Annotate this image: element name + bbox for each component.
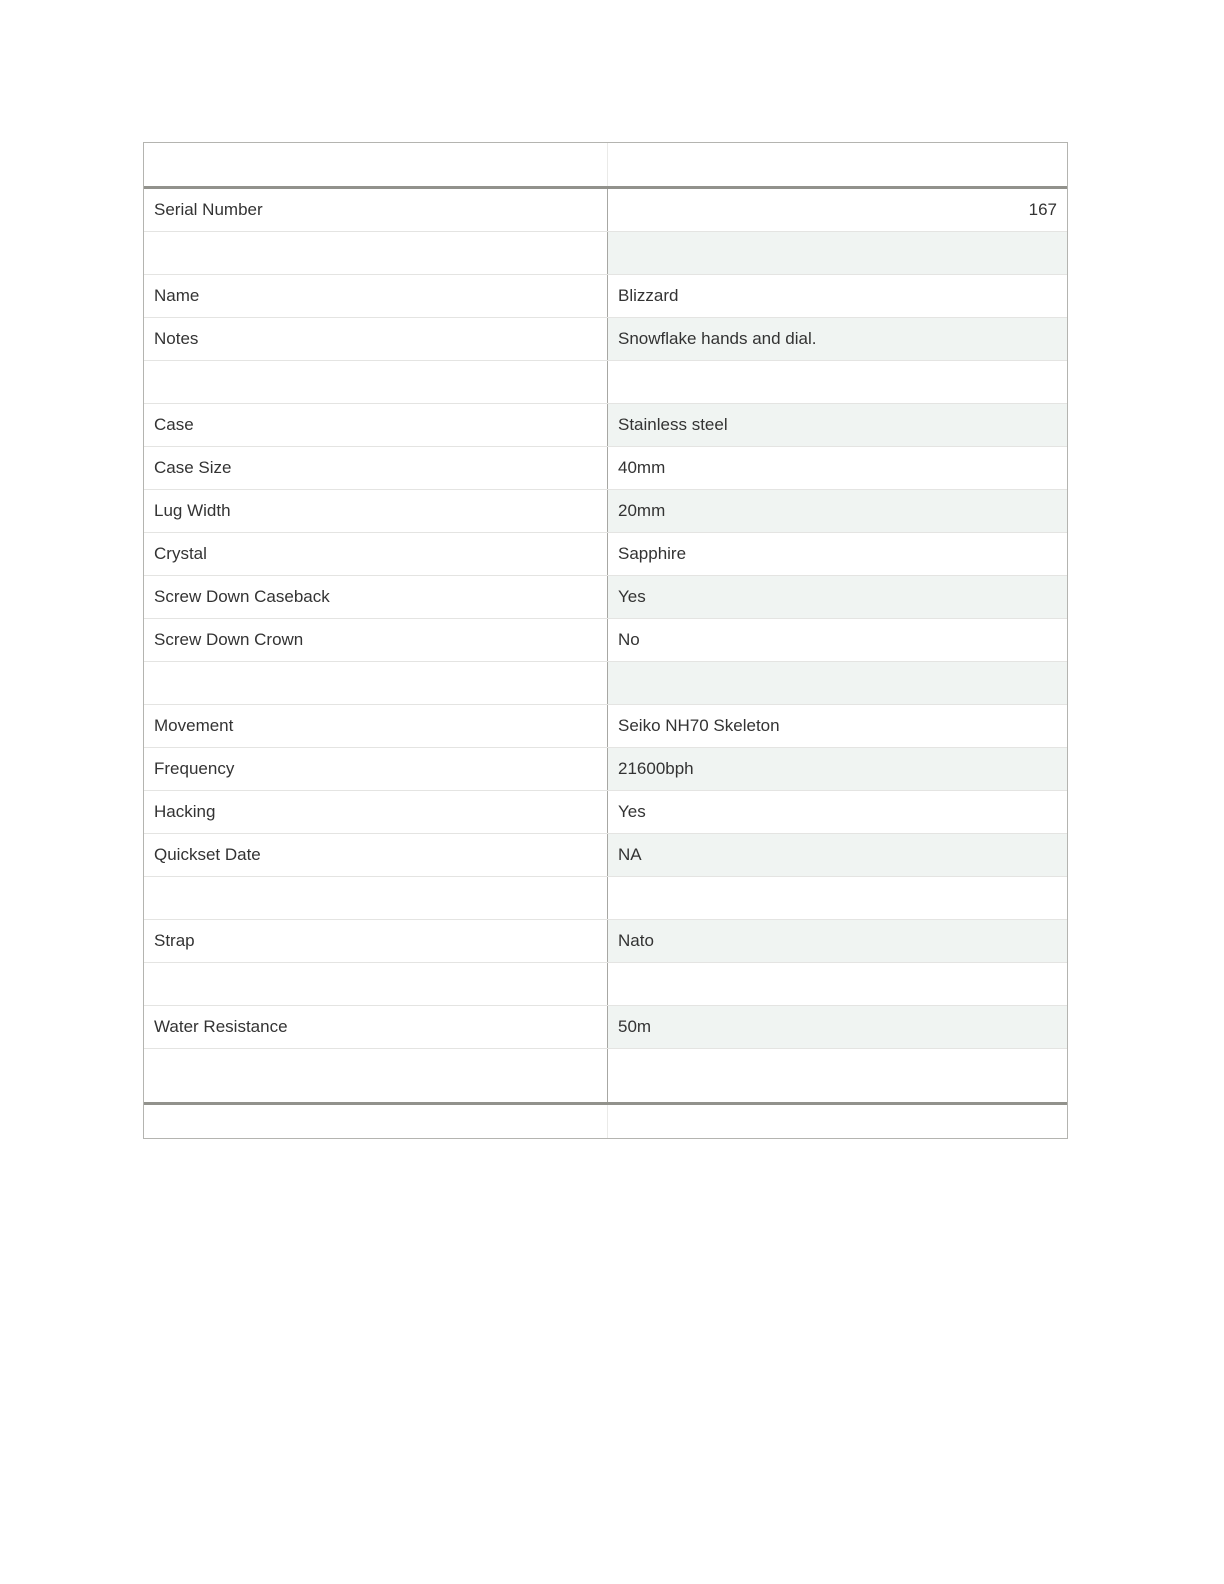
row-label-cell [144,662,607,704]
row-value: Nato [618,931,654,950]
row-value-cell [607,143,1067,186]
table-row [144,318,1067,361]
row-value-cell [607,963,1067,1005]
row-label: Strap [154,931,195,950]
row-label: Name [154,286,200,305]
row-value: Seiko NH70 Skeleton [618,716,780,735]
table-row-empty [144,361,1067,404]
row-label: Notes [154,329,199,348]
row-value-cell [607,533,1067,575]
row-label-cell [144,834,607,876]
row-value: NA [618,845,642,864]
row-label-cell [144,318,607,360]
row-label-cell [144,877,607,919]
table-row-empty [144,1105,1067,1138]
table-row [144,920,1067,963]
spec-table [143,142,1068,1139]
row-value-cell [607,490,1067,532]
row-label-cell [144,1006,607,1048]
row-value-cell [607,361,1067,403]
row-label-cell [144,232,607,274]
table-row [144,447,1067,490]
row-value: No [618,630,640,649]
row-value-cell [607,705,1067,747]
row-value: 21600bph [618,759,694,778]
table-row [144,404,1067,447]
row-label-cell [144,1049,607,1102]
row-value-cell [607,662,1067,704]
row-value-cell [607,576,1067,618]
row-label-cell [144,189,607,231]
table-row [144,576,1067,619]
table-row [144,619,1067,662]
row-value-cell [607,1049,1067,1102]
row-value-cell [607,619,1067,661]
row-label-cell [144,447,607,489]
row-label-cell [144,705,607,747]
row-value-cell [607,1105,1067,1138]
row-value: 167 [1028,200,1057,219]
row-label: Screw Down Caseback [154,587,330,606]
row-value-cell [607,920,1067,962]
row-label: Quickset Date [154,845,261,864]
table-row [144,533,1067,576]
table-row [144,748,1067,791]
row-value-cell [607,404,1067,446]
row-value: Blizzard [618,286,679,305]
table-row [144,275,1067,318]
table-row-empty [144,232,1067,275]
row-label-cell [144,619,607,661]
table-row [144,705,1067,748]
row-label: Frequency [154,759,235,778]
row-label-cell [144,490,607,532]
row-label: Serial Number [154,200,263,219]
row-label-cell [144,275,607,317]
row-value-cell [607,318,1067,360]
row-label: Crystal [154,544,207,563]
table-row [144,189,1067,232]
row-value: 50m [618,1017,652,1036]
row-label-cell [144,748,607,790]
row-label: Case Size [154,458,232,477]
table-row [144,1006,1067,1049]
row-value-cell [607,834,1067,876]
row-value-cell [607,275,1067,317]
row-label-cell [144,791,607,833]
row-label: Water Resistance [154,1017,288,1036]
table-row-empty [144,1049,1067,1105]
row-value-cell [607,447,1067,489]
row-label-cell [144,143,607,186]
table-row-empty [144,877,1067,920]
table-row [144,791,1067,834]
row-value: 20mm [618,501,666,520]
row-label-cell [144,404,607,446]
table-row [144,834,1067,877]
row-label: Hacking [154,802,216,821]
row-label: Movement [154,716,234,735]
row-value-cell [607,1006,1067,1048]
row-label-cell [144,361,607,403]
row-label-cell [144,963,607,1005]
row-label: Lug Width [154,501,231,520]
row-value-cell [607,877,1067,919]
table-row [144,490,1067,533]
row-label-cell [144,533,607,575]
row-label: Case [154,415,194,434]
row-label-cell [144,920,607,962]
row-value: Yes [618,587,646,606]
row-label-cell [144,576,607,618]
row-value: Sapphire [618,544,687,563]
row-value: Stainless steel [618,415,728,434]
row-label: Screw Down Crown [154,630,304,649]
row-value-cell [607,189,1067,231]
row-value: Snowflake hands and dial. [618,329,817,348]
row-value-cell [607,232,1067,274]
row-value-cell [607,748,1067,790]
table-row-empty [144,963,1067,1006]
row-value: 40mm [618,458,666,477]
table-row-empty [144,143,1067,189]
row-value: Yes [618,802,646,821]
row-label-cell [144,1105,607,1138]
table-row-empty [144,662,1067,705]
row-value-cell [607,791,1067,833]
